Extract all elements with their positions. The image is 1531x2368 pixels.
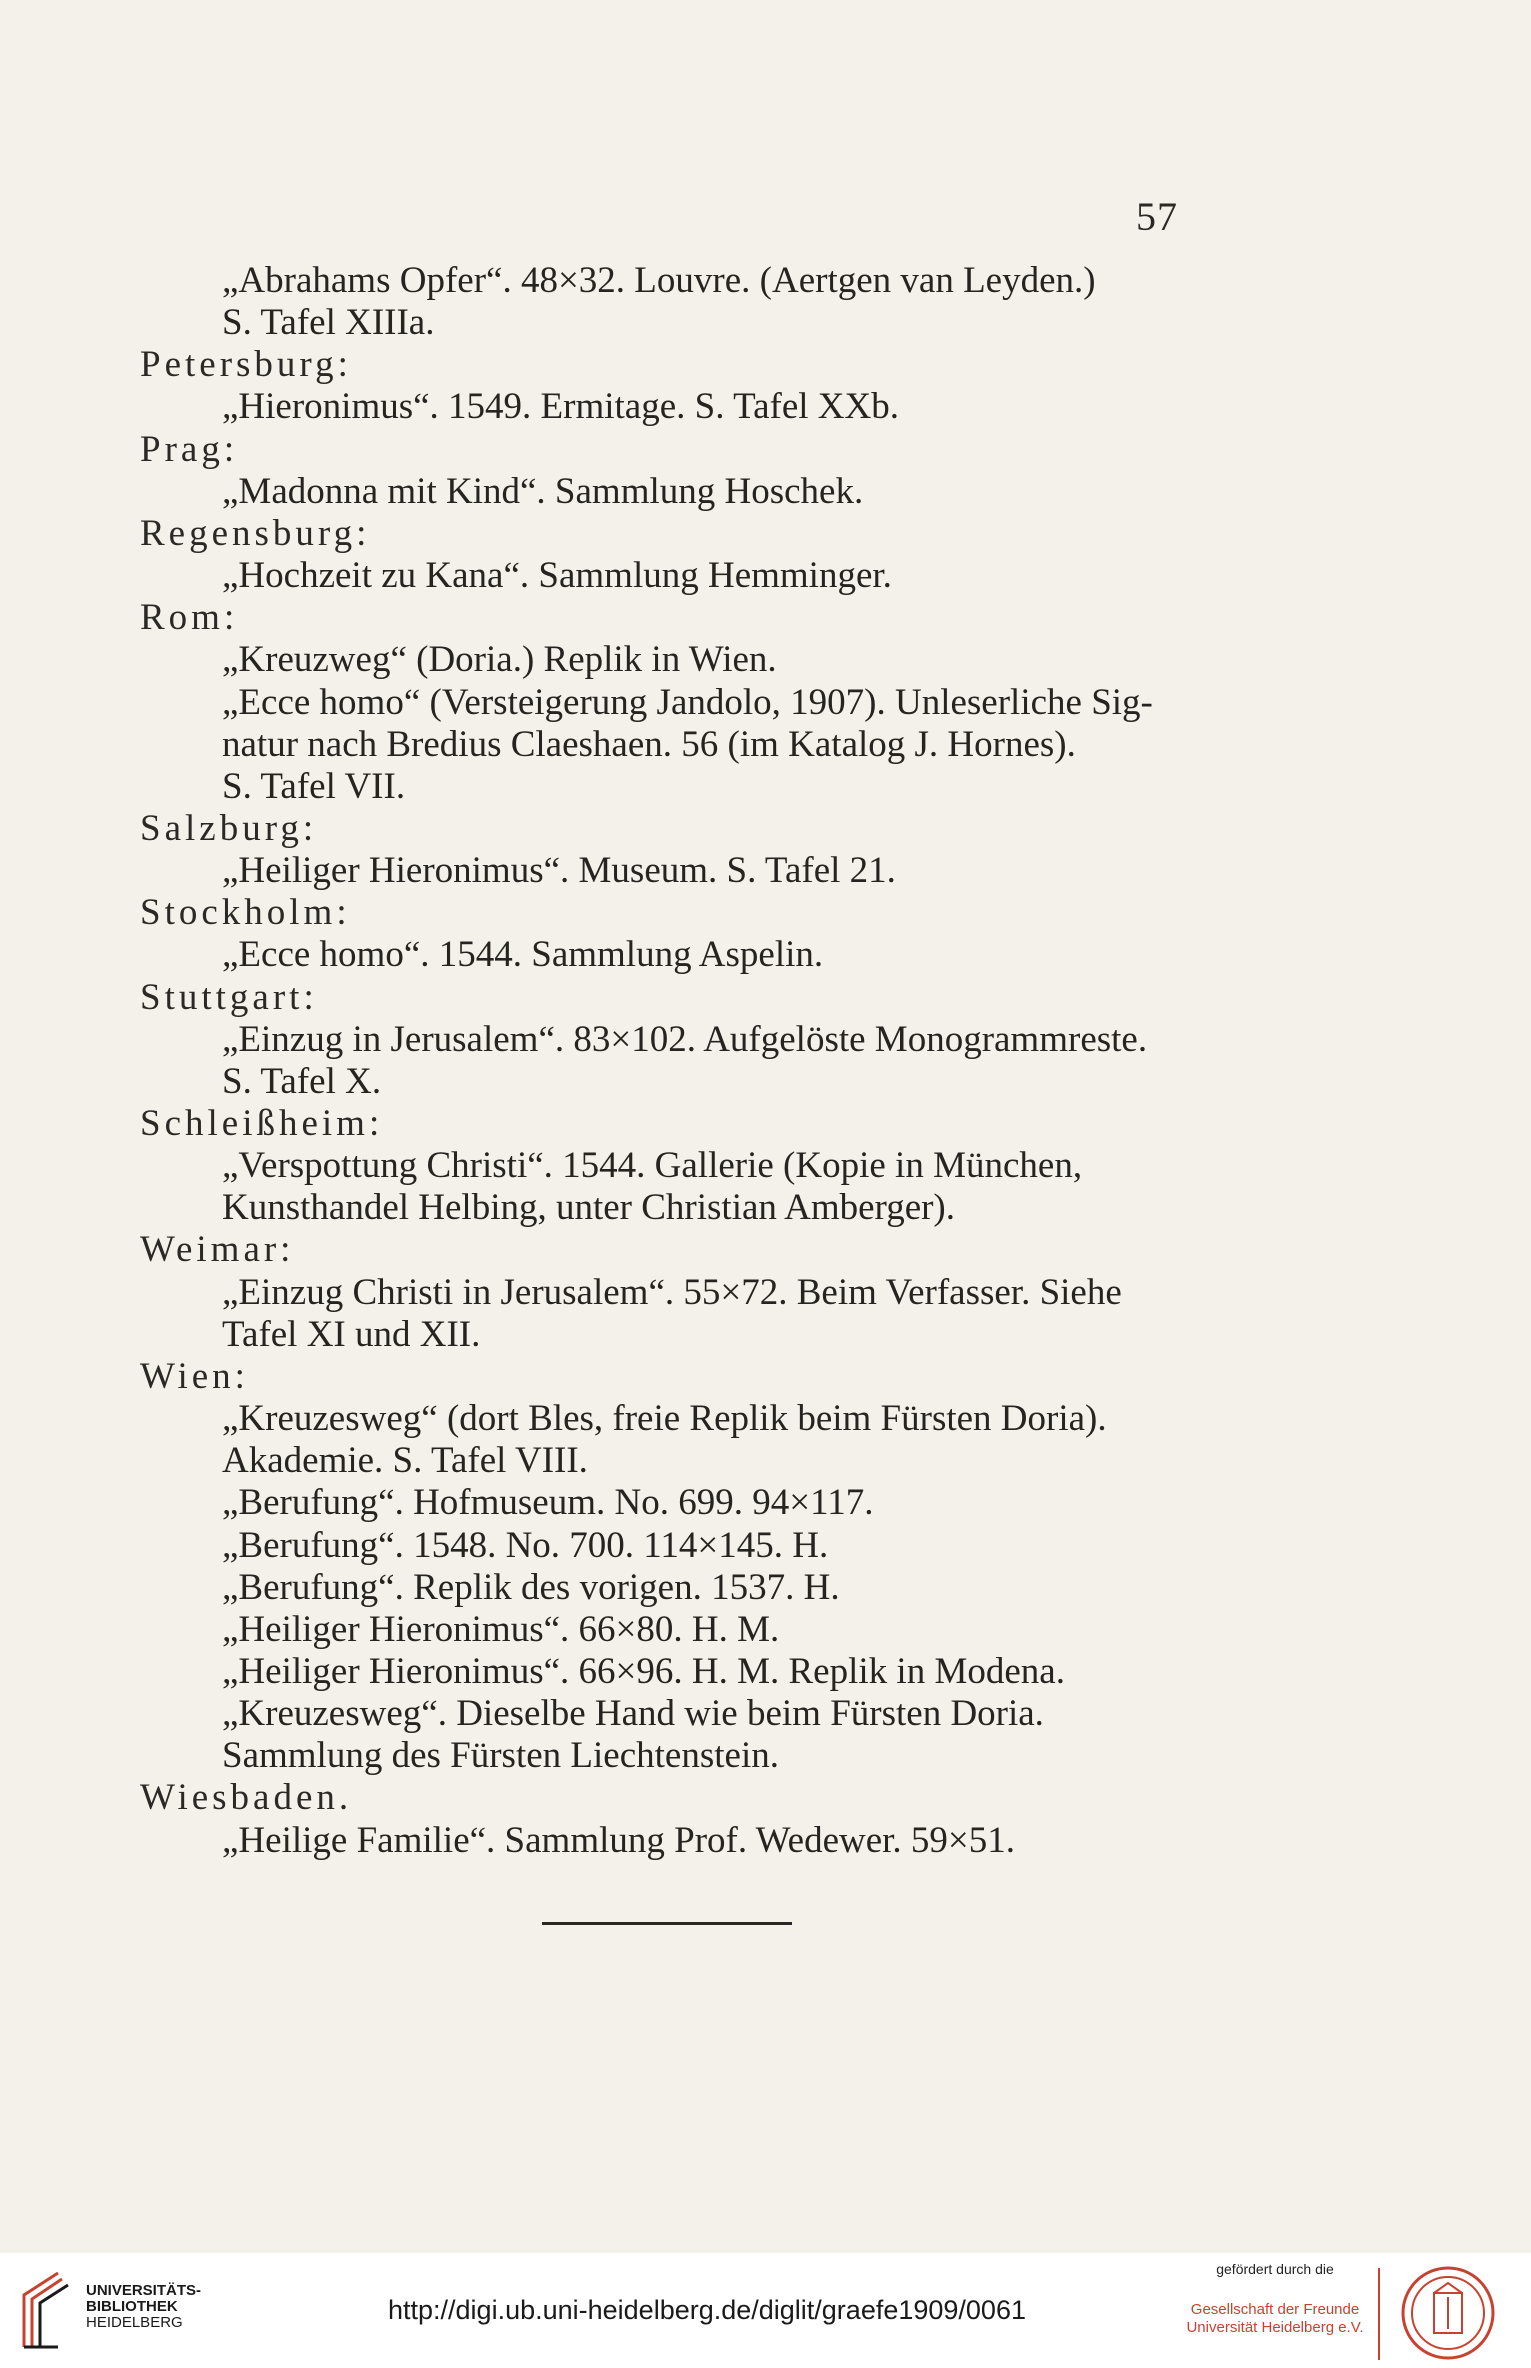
sponsor-intro: gefördert durch die — [1216, 2261, 1334, 2277]
city-heading: Salzburg: — [140, 807, 318, 849]
library-name — [86, 2283, 201, 2331]
sponsor-block — [1180, 2261, 1370, 2337]
entry-line: „Heiliger Hieronimus“. Museum. S. Tafel 21. — [222, 850, 896, 892]
university-library-logo-icon — [18, 2269, 76, 2354]
city-heading: Wien: — [140, 1355, 249, 1397]
entry-line: „Berufung“. 1548. No. 700. 114×145. H. — [222, 1524, 829, 1566]
university-seal-icon — [1400, 2265, 1496, 2361]
entry-line: „Kreuzesweg“. Dieselbe Hand wie beim Fürsten Doria. — [222, 1693, 1044, 1735]
library-name-line2: BIBLIOTHEK — [86, 2298, 178, 2315]
entry-line: Akademie. S. Tafel VIII. — [222, 1440, 588, 1482]
entry-line: „Verspottung Christi“. 1544. Gallerie (Kopie in München, — [222, 1145, 1083, 1187]
entry-line: „Heilige Familie“. Sammlung Prof. Wedewer. 59×51. — [222, 1819, 1016, 1861]
footer-divider — [1378, 2268, 1380, 2360]
entry-line: „Heiliger Hieronimus“. 66×96. H. M. Replik in Modena. — [222, 1650, 1065, 1692]
entry-line: „Hochzeit zu Kana“. Sammlung Hemminger. — [222, 555, 892, 597]
entry-line: „Kreuzweg“ (Doria.) Replik in Wien. — [222, 639, 777, 681]
entry-line: S. Tafel XIIIa. — [222, 302, 435, 344]
city-heading: Stuttgart: — [140, 976, 318, 1018]
library-name-line1: UNIVERSITÄTS- — [86, 2282, 202, 2299]
entry-line: Tafel XI und XII. — [222, 1313, 481, 1355]
entry-line: „Hieronimus“. 1549. Ermitage. S. Tafel XXb. — [222, 386, 899, 428]
source-url-link[interactable]: http://digi.ub.uni-heidelberg.de/diglit/graefe1909/0061 — [388, 2295, 1026, 2325]
closing-rule — [542, 1922, 792, 1925]
city-heading: Wiesbaden. — [140, 1777, 353, 1819]
entry-line: „Ecce homo“. 1544. Sammlung Aspelin. — [222, 934, 824, 976]
city-heading: Schleißheim: — [140, 1103, 384, 1144]
entry-line: Sammlung des Fürsten Liechtenstein. — [222, 1735, 779, 1777]
entry-line: „Abrahams Opfer“. 48×32. Louvre. (Aertgen van Leyden.) — [222, 260, 1096, 301]
entry-line: „Ecce homo“ (Versteigerung Jandolo, 1907). Unleserliche Sig- — [222, 681, 1153, 723]
entry-line: „Kreuzesweg“ (dort Bles, freie Replik beim Fürsten Doria). — [222, 1398, 1107, 1440]
sponsor-name-line2: Universität Heidelberg e.V. — [1186, 2319, 1364, 2336]
entry-line: natur nach Bredius Claeshaen. 56 (im Katalog J. Hornes). — [222, 723, 1076, 765]
city-heading: Rom: — [140, 597, 239, 639]
entry-line: S. Tafel X. — [222, 1060, 382, 1102]
page-number: 57 — [1136, 194, 1178, 239]
entry-line: „Heiliger Hieronimus“. 66×80. H. M. — [222, 1608, 780, 1650]
entry-line: S. Tafel VII. — [222, 765, 406, 807]
entry-line: „Berufung“. Replik des vorigen. 1537. H. — [222, 1566, 840, 1608]
sponsor-name-line1: Gesellschaft der Freunde — [1190, 2301, 1360, 2318]
entry-line: Kunsthandel Helbing, unter Christian Amberger). — [222, 1187, 956, 1229]
entry-line: „Einzug in Jerusalem“. 83×102. Aufgelöste Monogrammreste. — [222, 1018, 1148, 1060]
footer-bar — [0, 2253, 1531, 2368]
city-heading: Weimar: — [140, 1229, 295, 1271]
city-heading: Regensburg: — [140, 512, 371, 554]
city-heading: Petersburg: — [140, 344, 352, 386]
entry-line: „Madonna mit Kind“. Sammlung Hoschek. — [222, 470, 864, 512]
library-name-line3: HEIDELBERG — [86, 2314, 183, 2331]
city-heading: Prag: — [140, 428, 239, 470]
city-heading: Stockholm: — [140, 892, 351, 934]
entry-line: „Einzug Christi in Jerusalem“. 55×72. Beim Verfasser. Siehe — [222, 1271, 1122, 1313]
entry-line: „Berufung“. Hofmuseum. No. 699. 94×117. — [222, 1482, 874, 1524]
